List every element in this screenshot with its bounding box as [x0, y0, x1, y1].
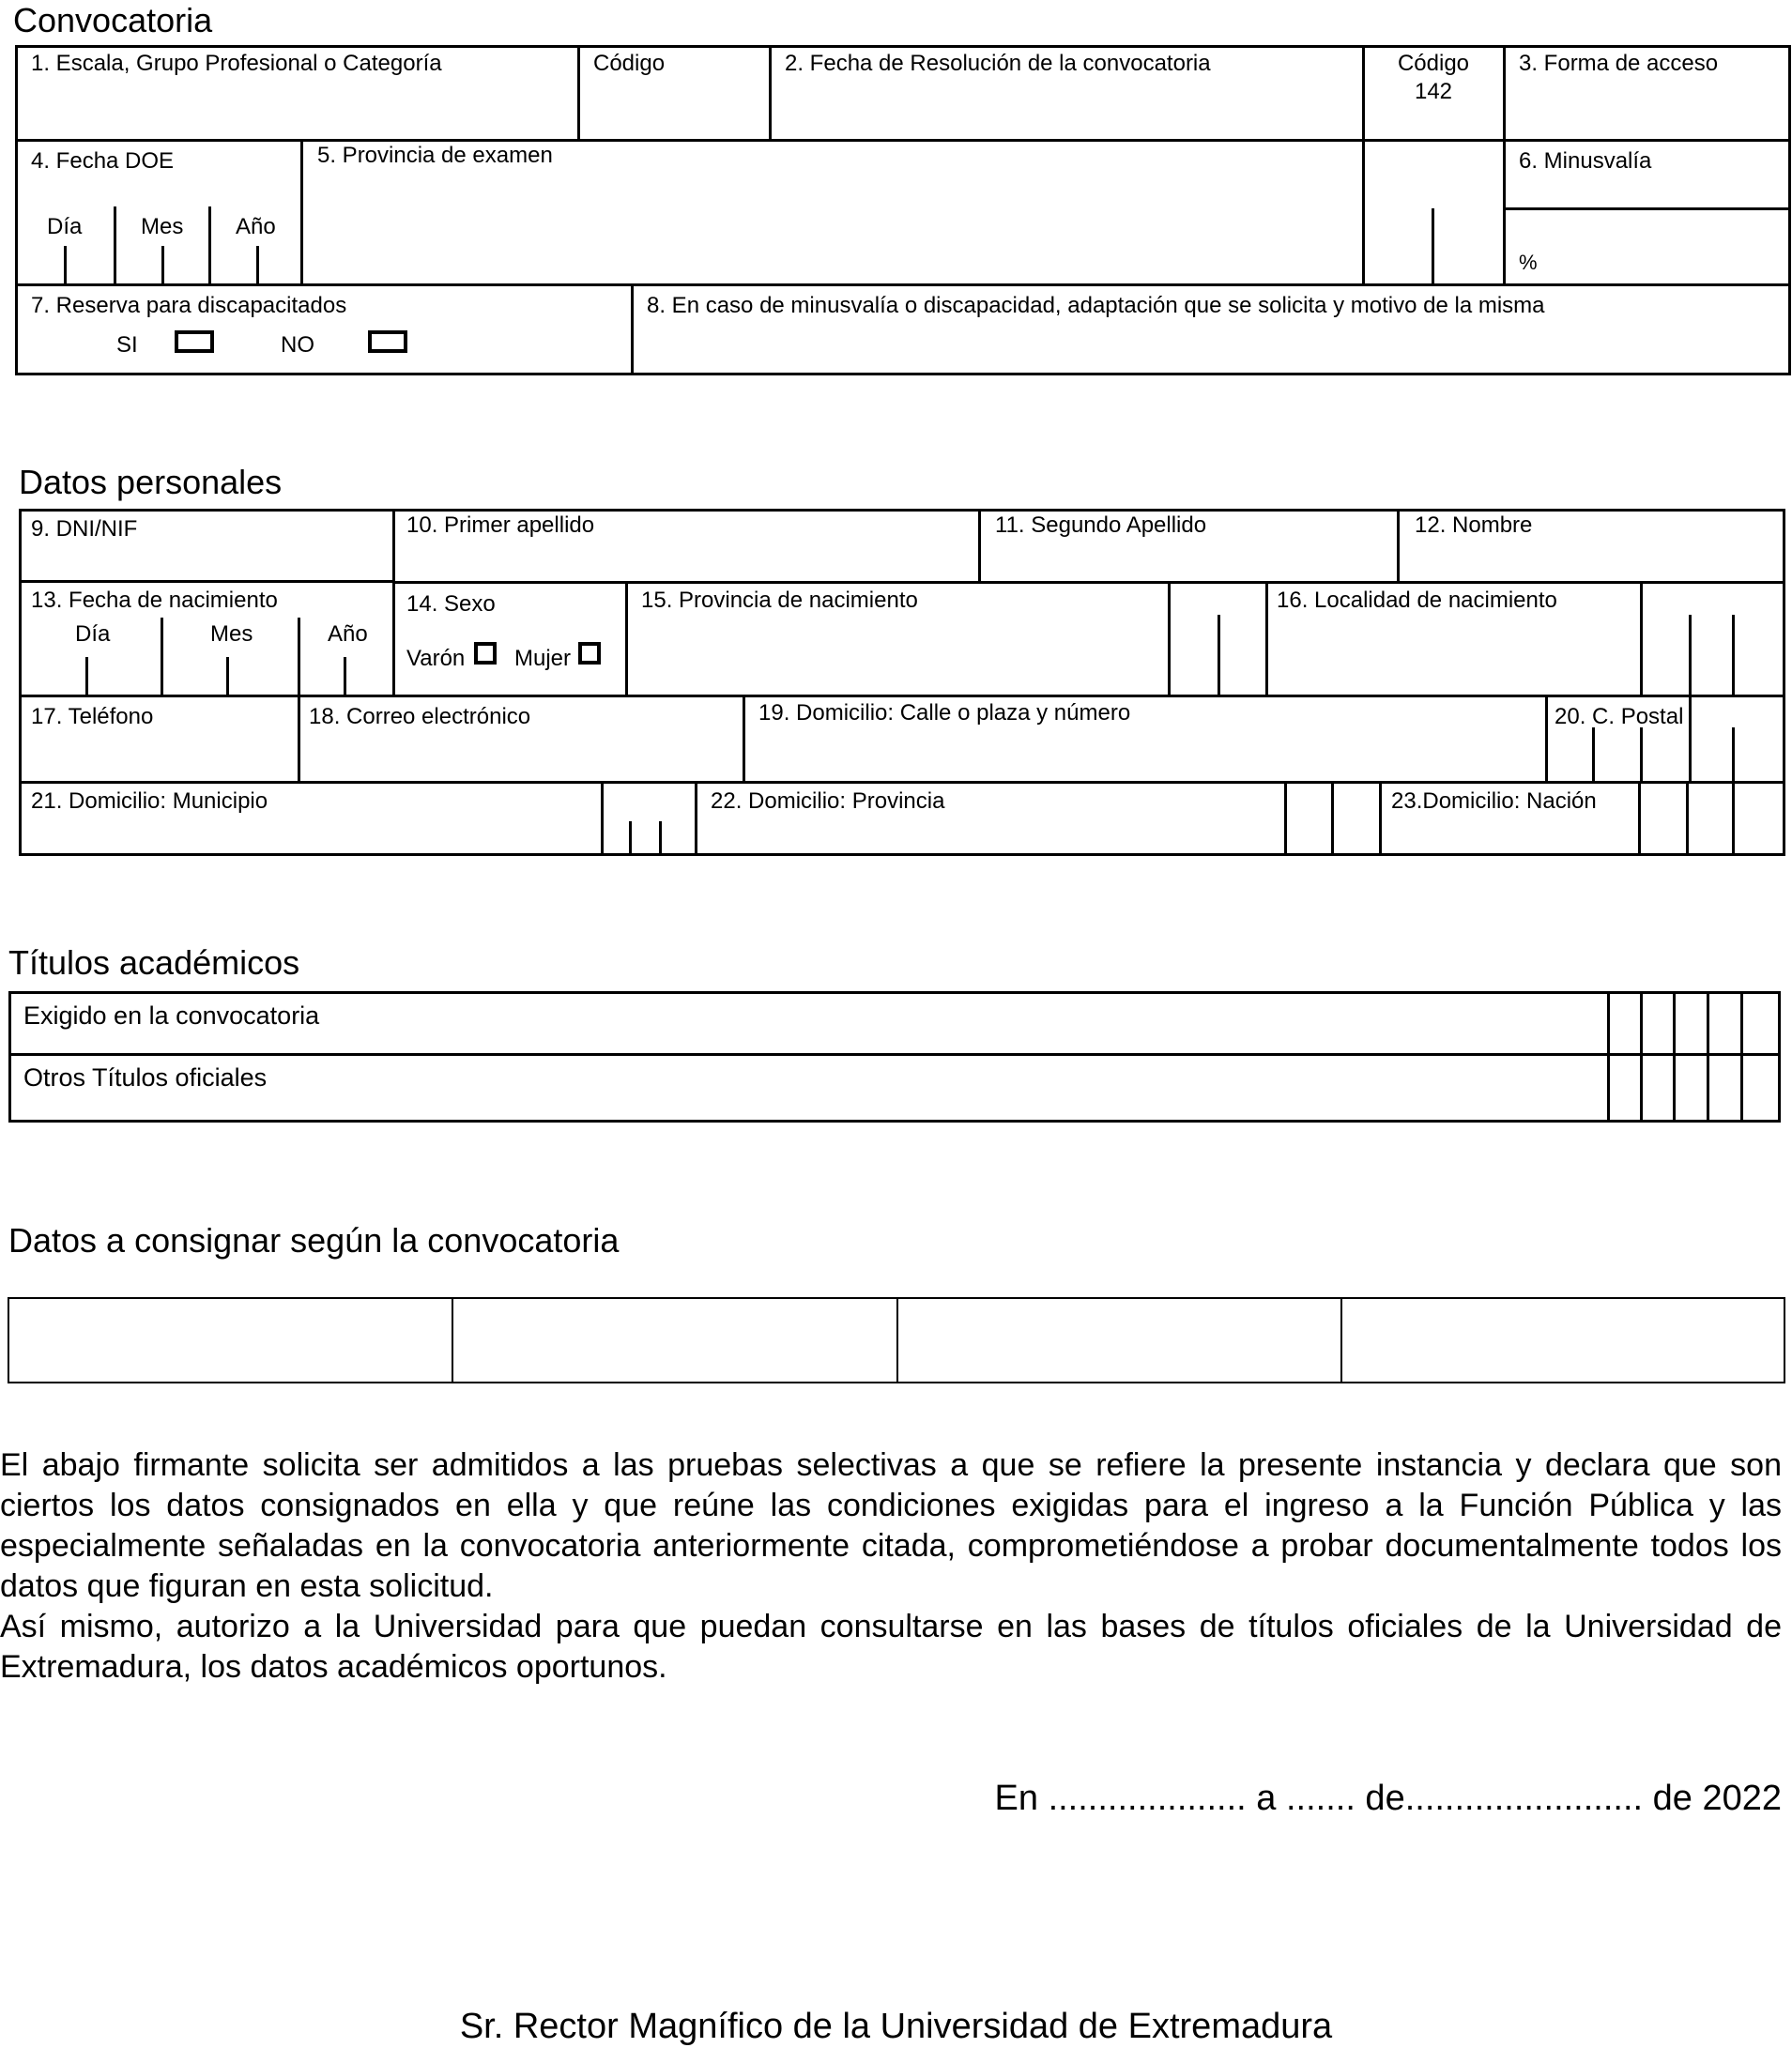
row-divider — [1504, 207, 1791, 210]
col-divider — [743, 695, 745, 781]
tick-divider — [1732, 615, 1735, 695]
fecha-nacimiento-dia-label: Día — [75, 621, 111, 647]
reserva-si-label: SI — [116, 332, 138, 358]
tick-divider — [659, 821, 662, 856]
col-divider — [208, 206, 211, 283]
field-correo-label: 18. Correo electrónico — [309, 704, 531, 729]
col-divider — [625, 581, 628, 695]
col-divider — [1740, 991, 1743, 1123]
field-adaptacion-label: 8. En caso de minusvalía o discapacidad, adaptación que se solicita y motivo de la misma — [647, 293, 1545, 318]
col-divider — [392, 509, 395, 695]
row-divider — [19, 695, 1785, 697]
col-divider — [300, 139, 303, 283]
col-divider — [601, 781, 604, 856]
datos-consignar-cell-divider — [452, 1297, 453, 1383]
field-segundo-apellido-label: 11. Segundo Apellido — [995, 512, 1207, 538]
convocatoria-frame — [15, 45, 1791, 375]
row-divider — [394, 581, 1785, 584]
tick-divider — [256, 246, 259, 283]
field-fecha-resolucion-label: 2. Fecha de Resolución de la convocatoria — [785, 51, 1211, 76]
tick-divider — [1689, 615, 1692, 695]
fecha-nacimiento-mes-label: Mes — [210, 621, 253, 647]
titulo-exigido-label: Exigido en la convocatoria — [23, 1001, 320, 1030]
tick-divider — [226, 657, 229, 695]
col-divider — [1607, 991, 1610, 1123]
tick-divider — [1732, 727, 1735, 781]
sexo-varon-checkbox[interactable] — [474, 642, 497, 665]
field-localidad-nacimiento-label: 16. Localidad de nacimiento — [1277, 588, 1557, 613]
col-divider — [978, 509, 981, 581]
row-divider — [8, 1053, 1781, 1056]
tick-divider — [1689, 695, 1692, 781]
col-divider — [114, 206, 116, 283]
field-provincia-label: 22. Domicilio: Provincia — [711, 788, 945, 814]
field-nacion-label: 23.Domicilio: Nación — [1391, 788, 1597, 814]
tick-divider — [344, 657, 346, 695]
col-divider — [1707, 991, 1709, 1123]
field-cpostal-label: 20. C. Postal — [1555, 704, 1684, 729]
col-divider — [1640, 991, 1643, 1123]
declaration-paragraph-1: El abajo firmante solicita ser admitidos a las pruebas selectivas a que se refiere la presente instancia y declara que son ciertos los datos consignados en ella y que reúne las condiciones exigidas para el ingreso a la Función Pública y las especialmente señaladas en la convocatoria anteriormente citada, comprometiéndose a probar documentalmente todos los datos que figuran en esta solicitud. — [0, 1447, 1782, 1604]
tick-divider — [1640, 727, 1643, 781]
col-divider — [631, 283, 634, 375]
datos-consignar-cell-divider — [1340, 1297, 1342, 1383]
reserva-no-checkbox[interactable] — [368, 330, 407, 353]
section-title-convocatoria: Convocatoria — [13, 1, 213, 39]
tick-divider — [161, 246, 164, 283]
field-codigo2-label: Código — [1397, 51, 1470, 76]
fecha-nacimiento-anio-label: Año — [328, 621, 368, 647]
col-divider — [577, 45, 580, 139]
field-codigo-label: Código — [593, 51, 666, 76]
field-telefono-label: 17. Teléfono — [31, 704, 154, 729]
row-divider — [15, 283, 1791, 286]
row-divider — [15, 139, 1791, 142]
field-provincia-nacimiento-label: 15. Provincia de nacimiento — [641, 588, 918, 613]
field-domicilio-calle-label: 19. Domicilio: Calle o plaza y número — [758, 700, 1131, 726]
tick-divider — [1218, 615, 1220, 695]
field-fecha-doe-label: 4. Fecha DOE — [31, 148, 175, 174]
field-sexo-label: 14. Sexo — [406, 591, 496, 617]
col-divider — [1265, 581, 1268, 695]
field-municipio-label: 21. Domicilio: Municipio — [31, 788, 268, 814]
col-divider — [769, 45, 772, 139]
section-title-datos-consignar: Datos a consignar según la convocatoria — [8, 1221, 620, 1260]
reserva-si-checkbox[interactable] — [175, 330, 214, 353]
tick-divider — [629, 821, 632, 856]
col-divider — [1379, 781, 1382, 856]
declaration-text — [0, 1445, 1782, 1688]
col-divider — [298, 695, 300, 781]
section-title-datos-personales: Datos personales — [19, 463, 283, 501]
fecha-doe-anio-label: Año — [236, 214, 276, 239]
row-divider — [19, 580, 394, 583]
field-escala-label: 1. Escala, Grupo Profesional o Categoría — [31, 51, 442, 76]
col-divider — [1284, 781, 1287, 856]
col-divider — [695, 781, 697, 856]
tick-divider — [1592, 727, 1595, 781]
col-divider — [161, 618, 163, 695]
datos-consignar-cell-divider — [896, 1297, 898, 1383]
addressee: Sr. Rector Magnífico de la Universidad de Extremadura — [459, 2007, 1333, 2046]
fecha-doe-mes-label: Mes — [141, 214, 184, 239]
col-divider — [298, 618, 300, 695]
col-divider — [1640, 581, 1643, 695]
field-fecha-nacimiento-label: 13. Fecha de nacimiento — [31, 588, 278, 613]
tick-divider — [1732, 781, 1735, 856]
tick-divider — [1686, 781, 1689, 856]
tick-divider — [1432, 208, 1434, 283]
place-date-line: En .................... a ....... de........................ de 2022 — [994, 1779, 1782, 1818]
tick-divider — [1638, 781, 1641, 856]
col-divider — [1397, 509, 1400, 581]
reserva-no-label: NO — [281, 332, 314, 358]
field-minusvalia-label: 6. Minusvalía — [1519, 148, 1652, 174]
col-divider — [1168, 581, 1171, 695]
field-primer-apellido-label: 10. Primer apellido — [406, 512, 595, 538]
sexo-mujer-checkbox[interactable] — [578, 642, 601, 665]
titulo-otros-label: Otros Títulos oficiales — [23, 1063, 268, 1092]
tick-divider — [64, 246, 67, 283]
col-divider — [1673, 991, 1676, 1123]
row-divider — [19, 781, 1785, 784]
tick-divider — [85, 657, 88, 695]
col-divider — [1545, 695, 1548, 781]
fecha-doe-dia-label: Día — [47, 214, 83, 239]
field-reserva-label: 7. Reserva para discapacitados — [31, 293, 347, 318]
sexo-varon-label: Varón — [406, 646, 466, 671]
field-forma-acceso-label: 3. Forma de acceso — [1519, 51, 1719, 76]
declaration-paragraph-2: Así mismo, autorizo a la Universidad para que puedan consultarse en las bases de títulos oficiales de la Universidad de Extremadura, los datos académicos oportunos. — [0, 1609, 1782, 1685]
field-codigo2-value: 142 — [1414, 79, 1453, 104]
tick-divider — [1331, 781, 1334, 856]
field-nombre-label: 12. Nombre — [1415, 512, 1533, 538]
field-provincia-examen-label: 5. Provincia de examen — [317, 143, 553, 168]
sexo-mujer-label: Mujer — [514, 646, 572, 671]
field-dni-label: 9. DNI/NIF — [31, 516, 138, 542]
section-title-titulos: Títulos académicos — [8, 943, 300, 982]
minusvalia-percent-symbol: % — [1519, 251, 1538, 274]
